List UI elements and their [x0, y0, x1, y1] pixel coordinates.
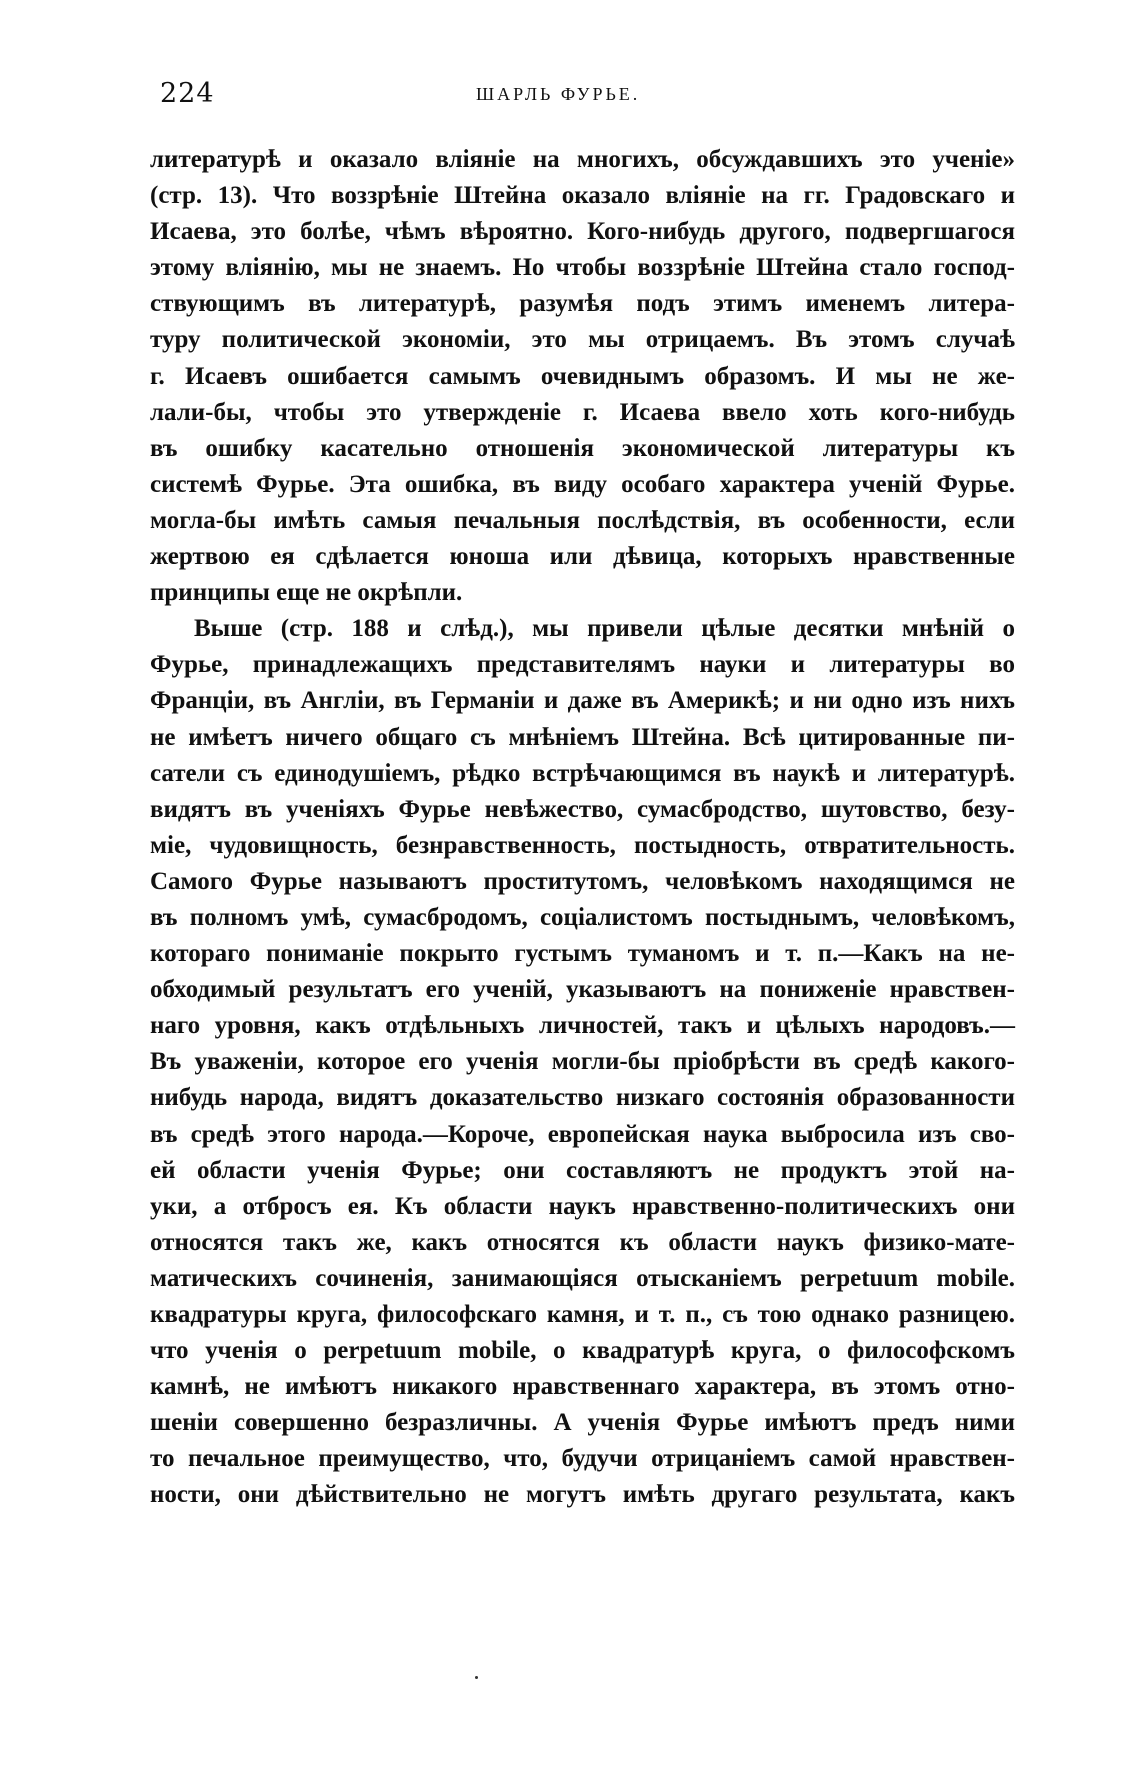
text-line: что ученія о perpetuum mobile, о квадратурѣ круга, о философскомъ: [150, 1337, 1015, 1365]
text-line: (стр. 13). Что воззрѣніе Штейна оказало вліяніе на гг. Градовскаго и: [150, 182, 1015, 210]
text-line: квадратуры круга, философскаго камня, и т. п., съ тою однако разницею.: [150, 1301, 1015, 1328]
text-line: шеніи совершенно безразличны. А ученія Фурье имѣютъ предъ ними: [150, 1409, 1015, 1437]
text-line: г. Исаевъ ошибается самымъ очевиднымъ образомъ. И мы не же-: [150, 362, 1015, 390]
text-line: міе, чудовищность, безнравственность, постыдность, отвратительность.: [150, 831, 1015, 859]
body-text: [150, 142, 1015, 1514]
text-line: котораго пониманіе покрыто густымъ туманомъ и т. п.—Какъ на не-: [150, 940, 1015, 968]
text-line: Въ уваженіи, которое его ученія могли-бы пріобрѣсти въ средѣ какого-: [150, 1048, 1015, 1076]
text-line: матическихъ сочиненія, занимающіяся отысканіемъ perpetuum mobile.: [150, 1264, 1015, 1292]
text-line: относятся такъ же, какъ относятся къ области наукъ физико-мате-: [150, 1228, 1015, 1256]
text-line: лали-бы, чтобы это утвержденіе г. Исаева ввело хоть кого-нибудь: [150, 398, 1015, 426]
text-line: ей области ученія Фурье; они составляютъ не продуктъ этой на-: [150, 1156, 1015, 1184]
text-line: Фурье, принадлежащихъ представителямъ науки и литературы во: [150, 651, 1015, 679]
text-line: системѣ Фурье. Эта ошибка, въ виду особаго характера ученій Фурье.: [150, 470, 1015, 498]
text-line: въ полномъ умѣ, сумасбродомъ, соціалистомъ постыднымъ, человѣкомъ,: [150, 903, 1015, 931]
text-line: въ ошибку касательно отношенія экономической литературы къ: [150, 434, 1015, 462]
text-line: этому вліянію, мы не знаемъ. Но чтобы воззрѣніе Штейна стало господ-: [150, 254, 1015, 282]
text-line: видятъ въ ученіяхъ Фурье невѣжество, сумасбродство, шутовство, безу-: [150, 795, 1015, 823]
running-title: ШАРЛЬ ФУРЬЕ.: [476, 84, 641, 104]
text-line: ности, они дѣйствительно не могутъ имѣть другаго результата, какъ: [150, 1481, 1015, 1509]
text-line: нибудь народа, видятъ доказательство низкаго состоянія образованности: [150, 1084, 1015, 1112]
text-line: обходимый результатъ его ученій, указываютъ на пониженіе нравствен-: [150, 976, 1015, 1004]
text-line: не имѣетъ ничего общаго съ мнѣніемъ Штейна. Всѣ цитированные пи-: [150, 723, 1015, 751]
text-line: наго уровня, какъ отдѣльныхъ личностей, такъ и цѣлыхъ народовъ.—: [150, 1012, 1015, 1040]
text-line: жертвою ея сдѣлается юноша или дѣвица, которыхъ нравственные: [150, 543, 1015, 571]
text-line: то печальное преимущество, что, будучи отрицаніемъ самой нравствен-: [150, 1445, 1015, 1473]
text-line: сатели съ единодушіемъ, рѣдко встрѣчающимся въ наукѣ и литературѣ.: [150, 759, 1015, 787]
page-number: 224: [160, 78, 215, 109]
text-line: Самого Фурье называютъ проститутомъ, человѣкомъ находящимся не: [150, 867, 1015, 895]
text-line: въ средѣ этого народа.—Короче, европейская наука выбросила изъ сво-: [150, 1120, 1015, 1148]
text-line: камнѣ, не имѣютъ никакого нравственнаго характера, въ этомъ отно-: [150, 1373, 1015, 1401]
text-line: уки, а отбросъ ея. Къ области наукъ нравственно-политическихъ они: [150, 1192, 1015, 1220]
print-speck: [475, 1676, 478, 1679]
text-line: Исаева, это болѣе, чѣмъ вѣроятно. Кого-нибудь другого, подвергшагося: [150, 218, 1015, 246]
text-line: могла-бы имѣть самыя печальныя послѣдствія, въ особенности, если: [150, 506, 1015, 534]
text-line: литературѣ и оказало вліяніе на многихъ, обсуждавшихъ это ученіе»: [150, 146, 1015, 173]
paragraph-start-line: Выше (стр. 188 и слѣд.), мы привели цѣлые десятки мнѣній о: [194, 615, 1015, 643]
paragraph-end-line: принципы еще не окрѣпли.: [150, 579, 463, 607]
text-line: ствующимъ въ литературѣ, разумѣя подъ этимъ именемъ литера-: [150, 290, 1015, 318]
text-line: туру политической экономіи, это мы отрицаемъ. Въ этомъ случаѣ: [150, 326, 1015, 354]
text-line: Франціи, въ Англіи, въ Германіи и даже въ Америкѣ; и ни одно изъ нихъ: [150, 687, 1015, 715]
page-header: [160, 78, 1010, 118]
